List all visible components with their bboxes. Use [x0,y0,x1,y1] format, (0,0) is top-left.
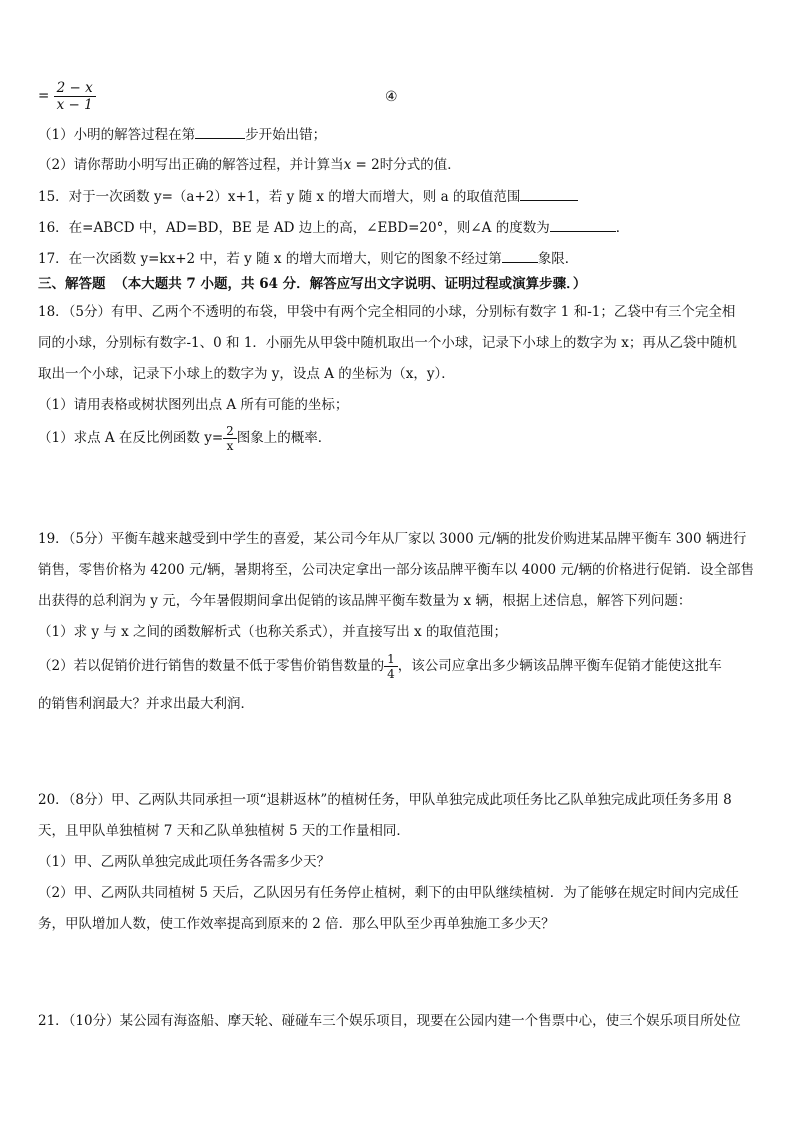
answer-blank [195,124,245,139]
fraction [384,652,398,681]
sub1-text-after: 步开始出错； [245,127,327,143]
q19-line-1: 19．（5分）平衡车越来越受到中学生的喜爱，某公司今年从厂家以 3000 元/辆的批发价购进某品牌平衡车 300 辆进行 [38,531,747,547]
question-sub2 [38,155,758,175]
q20-sub2-line-2: 务，甲队增加人数，使工作效率提高到原来的 2 倍．那么甲队至少再单独施工多少天？ [38,916,555,932]
fraction-numerator: 2 − x [54,80,96,97]
q21-line-1: 21．（10分）某公园有海盗船、摩天轮、碰碰车三个娱乐项目，现要在公园内建一个售票中心，使三个娱乐项目所处位 [38,1013,741,1029]
variable-x: x [343,157,352,173]
q18-sub1: （1）请用表格或树状图列出点 A 所有可能的坐标； [38,397,349,413]
q19-line-3: 出获得的总利润为 y 元，今年暑假期间拿出促销的该品牌平衡车数量为 x 辆，根据上述信息，解答下列问题： [38,593,692,609]
q19-sub2-text-after: ，该公司应拿出多少辆该品牌平衡车促销才能使这批车 [397,658,722,674]
question-sub1 [38,124,758,145]
q16-text: 16．在=ABCD 中，AD=BD，BE 是 AD 边上的高，∠EBD=20°，则∠A 的度数为 [38,220,550,236]
question-16 [38,217,758,238]
fraction-numerator: 2 [223,424,237,439]
q18-sub2 [38,424,758,453]
q20-sub2-line-1: （2）甲、乙两队共同植树 5 天后，乙队因另有任务停止植树，剩下的由甲队继续植树．为了能够在规定时间内完成任 [38,885,739,901]
q19-sub1: （1）求 y 与 x 之间的函数解析式（也称关系式），并直接写出 x 的取值范围； [38,624,507,640]
q15-text: 15．对于一次函数 y=（a+2）x+1，若 y 随 x 的增大而增大，则 a 的取值范围 [38,189,521,205]
q18-sub2-text-after: 图象上的概率． [236,430,332,446]
q18-line-3: 取出一个小球，记录下小球上的数字为 y，设点 A 的坐标为（x，y）． [38,366,455,382]
section-3-header [38,274,758,294]
section-title: 三、解答题 [38,276,106,292]
q18-sub2-text: （1）求点 A 在反比例函数 y= [38,430,224,446]
q19-sub2-line-2: 的销售利润最大？并求出最大利润． [38,696,254,712]
fraction [54,80,96,113]
q17-text: 17．在一次函数 y=kx+2 中，若 y 随 x 的增大而增大，则它的图象不经过第 [38,251,502,267]
question-17 [38,248,758,269]
q17-text-after: 象限． [537,251,579,267]
q18-line-2: 同的小球，分别标有数字-1、0 和 1．小丽先从甲袋中随机取出一个小球，记录下小球上的数字为 x；再从乙袋中随机 [38,335,737,351]
q20-sub1: （1）甲、乙两队单独完成此项任务各需多少天？ [38,854,331,870]
fraction [223,424,237,453]
q19-line-2: 销售，零售价格为 4200 元/辆，暑期将至，公司决定拿出一部分该品牌平衡车以 4000 元/辆的价格进行促销．设全部售 [38,562,754,578]
section-note: （本大题共 7 小题，共 64 分．解答应写出文字说明、证明过程或演算步骤．） [114,276,587,292]
equals-sign: = [38,88,50,104]
q19-sub2 [38,652,758,681]
fraction-denominator: x [226,439,234,453]
sub2-text-after: = 2时分式的值． [351,157,461,173]
q20-line-2: 天，且甲队单独植树 7 天和乙队单独植树 5 天的工作量相同． [38,823,410,839]
q16-text-after: ． [615,220,630,236]
answer-blank [502,248,538,263]
q20-line-1: 20．（8分）甲、乙两队共同承担一项“退耕返林”的植树任务，甲队单独完成此项任务比乙队单独完成此项任务多用 8 [38,792,732,808]
equation-line [38,80,758,113]
sub1-text: （1）小明的解答过程在第 [38,127,196,143]
fraction-denominator: 4 [387,667,395,681]
sub2-text: （2）请你帮助小明写出正确的解答过程，并计算当 [38,157,344,173]
q19-sub2-text: （2）若以促销价进行销售的数量不低于零售价销售数量的 [38,658,385,674]
question-15 [38,186,758,207]
step-marker: ④ [385,89,398,105]
answer-blank [520,186,578,201]
answer-blank [550,217,616,232]
fraction-numerator: 1 [384,652,398,667]
fraction-denominator: x − 1 [56,97,93,113]
q18-line-1: 18．（5分）有甲、乙两个不透明的布袋，甲袋中有两个完全相同的小球，分别标有数字 1 和-1；乙袋中有三个完全相 [38,304,736,320]
